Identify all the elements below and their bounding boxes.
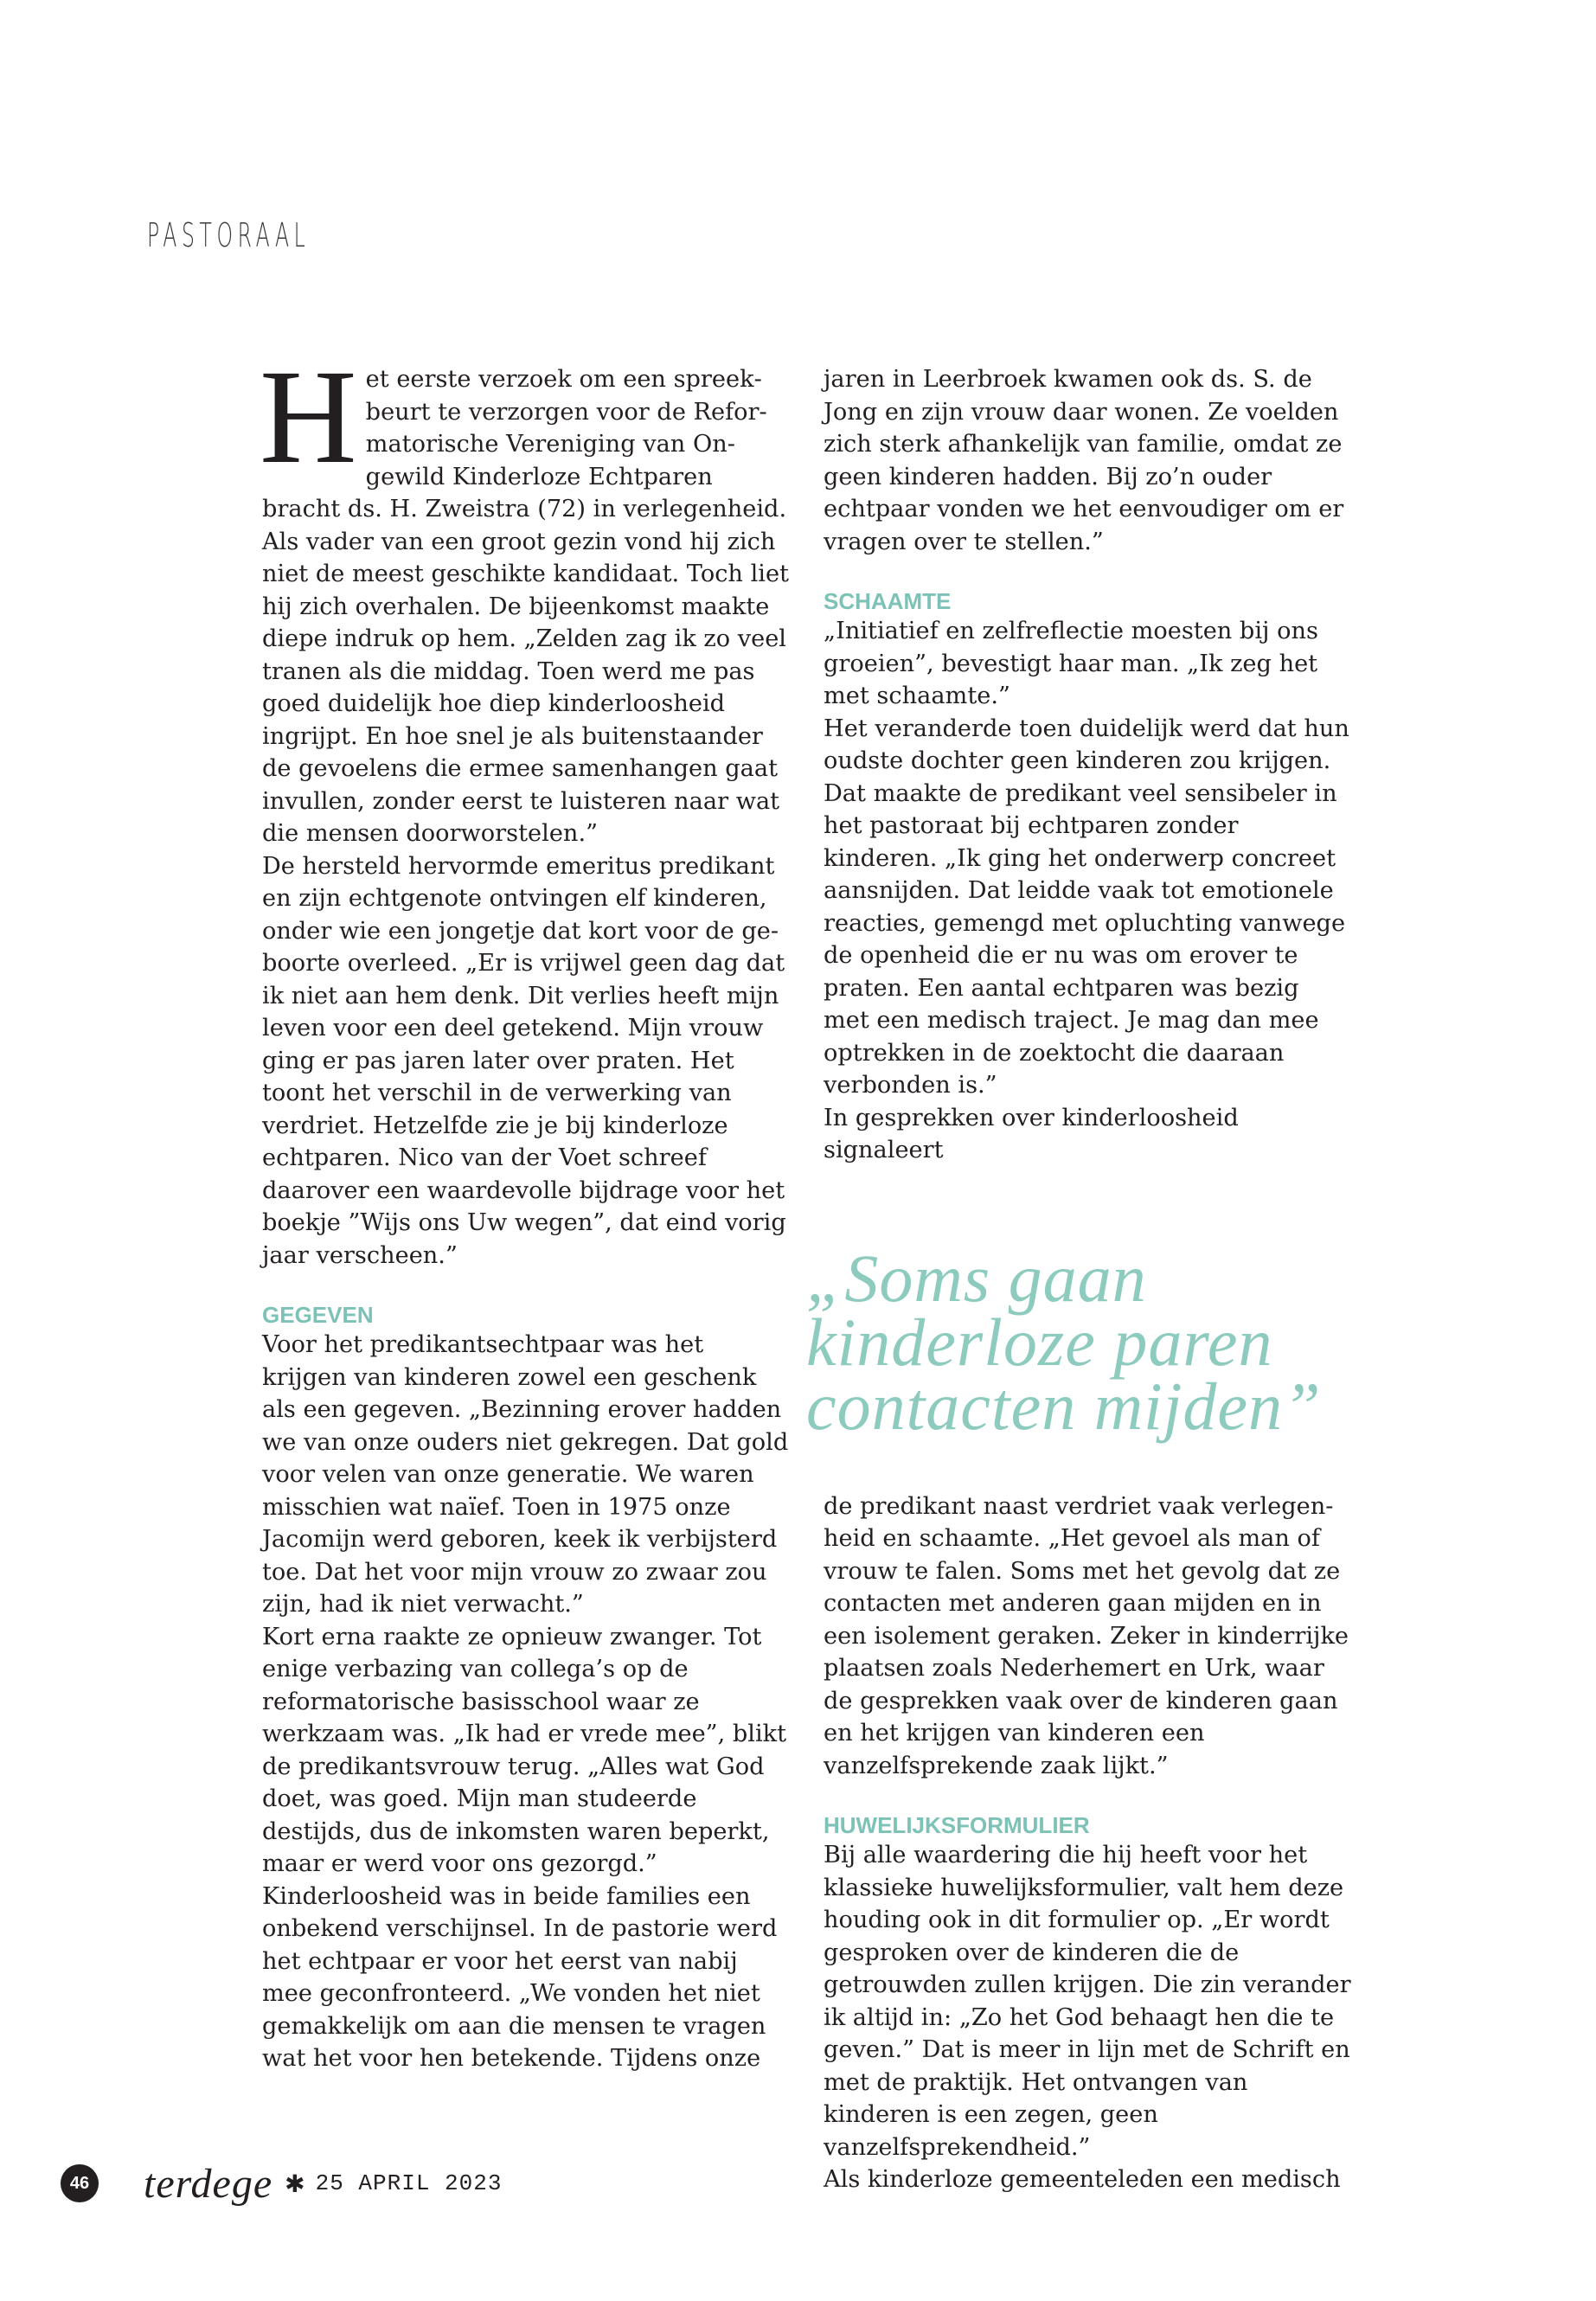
asterisk-icon: ✱ xyxy=(285,2169,305,2198)
page-footer xyxy=(61,2159,502,2208)
paragraph: Bij alle waardering die hij heeft voor het klassieke huwelijksformulier, valt hem deze houding ook in dit formulier op. „Er wordt gesproken over de kinderen die de getrouwden zullen krijgen. Die zin verander ik altijd in: „Zo het God behaagt hen die te geven.” Dat is meer in lijn met de Schrift en met de praktijk. Het ontvangen van kinderen is een zegen, geen vanzelfsprekendheid.” xyxy=(824,1842,1351,2161)
subheading-huwelijksformulier: HUWELIJKSFORMULIER xyxy=(824,1812,1090,1838)
intro-paragraph xyxy=(260,342,790,850)
paragraph: de predikant naast verdriet vaak verlegenheid en schaamte. „Het gevoel als man of vrouw te falen. Soms met het gevolg dat ze contacten met anderen gaan mijden en in een isolement geraken. Zeker in kinderrijke plaatsen zoals Nederhemert en Urk, waar de gesprekken vaak over de kinderen gaan en het krijgen van kinderen een vanzelfsprekende zaak lijkt.” xyxy=(824,1492,1349,1779)
paragraph: In gesprekken over kinderloosheid signaleert xyxy=(824,1104,1239,1163)
left-column xyxy=(260,342,790,2075)
intro-text: et eerste verzoek om een spreekbeurt te verzorgen voor de Reformatorische Vereniging van Ongewild Kinderloze Echtparen bracht ds. H. Zweistra (72) in verlegenheid. Als vader van een groot gezin vond hij zich niet de meest geschikte kandidaat. Toch liet hij zich overhalen. De bijeenkomst maakte diepe indruk op hem. „Zelden zag ik zo veel tranen als die middag. Toen werd me pas goed duidelijk hoe diep kinderloosheid ingrijpt. En hoe snel je als buitenstaander de gevoelens die ermee samenhangen gaat invullen, zonder eerst te luisteren naar wat die mensen doorworstelen.” xyxy=(262,366,789,847)
issue-date: 25 APRIL 2023 xyxy=(315,2170,503,2196)
paragraph: Voor het predikantsechtpaar was het krijgen van kinderen zowel een geschenk als een gegeven. „Bezinning erover hadden we van onze ouders niet gekregen. Dat gold voor velen van onze generatie. We waren misschien wat naïef. Toen in 1975 onze Jacomijn werd geboren, keek ik verbijsterd toe. Dat het voor mijn vrouw zo zwaar zou zijn, had ik niet verwacht.” xyxy=(262,1331,789,1618)
right-column xyxy=(806,363,1351,2196)
drop-cap: H xyxy=(260,342,357,491)
paragraph: Kinderloosheid was in beide families een onbekend verschijnsel. In de pastorie werd het echtpaar er voor het eerst van nabij mee geconfronteerd. „We vonden het niet gemakkelijk om aan die mensen te vragen wat het voor hen betekende. Tijdens onze xyxy=(262,1882,778,2072)
section-label: PASTORAAL xyxy=(147,216,311,254)
paragraph: Het veranderde toen duidelijk werd dat hun oudste dochter geen kinderen zou krijgen. Dat maakte de predikant veel sensibeler in het pastoraat bij echtparen zonder kinderen. „Ik ging het onderwerp concreet aansnijden. Dat leidde vaak tot emotionele reacties, gemengd met opluchting vanwege de openheid die er nu was om erover te praten. Een aantal echtparen was bezig met een medisch traject. Je mag dan mee optrekken in de zoektocht die daaraan verbonden is.” xyxy=(824,715,1349,1099)
subheading-schaamte: SCHAAMTE xyxy=(824,588,952,614)
paragraph: Als kinderloze gemeenteleden een medisch xyxy=(824,2166,1341,2193)
paragraph: De hersteld hervormde emeritus predikant en zijn echtgenote ontvingen elf kinderen, onder wie een jongetje dat kort voor de geboorte overleed. „Er is vrijwel geen dag dat ik niet aan hem denk. Dit verlies heeft mijn leven voor een deel getekend. Mijn vrouw ging er pas jaren later over praten. Het toont het verschil in de verwerking van verdriet. Hetzelfde zie je bij kinderloze echtparen. Nico van der Voet schreef daarover een waardevolle bijdrage voor het boekje ”Wijs ons Uw wegen”, dat eind vorig jaar verscheen.” xyxy=(262,852,786,1269)
magazine-logo: terdege xyxy=(144,2160,273,2207)
subheading-gegeven: GEGEVEN xyxy=(262,1302,374,1328)
pull-quote: „Soms gaan kinderloze paren contacten mijden” xyxy=(806,1240,1322,1444)
paragraph: „Initiatief en zelfreflectie moesten bij ons groeien”, bevestigt haar man. „Ik zeg het met schaamte.” xyxy=(824,618,1318,709)
page-number: 46 xyxy=(61,2164,99,2202)
paragraph: Kort erna raakte ze opnieuw zwanger. Tot enige verbazing van collega’s op de reformatorische basisschool waar ze werkzaam was. „Ik had er vrede mee”, blikt de predikantsvrouw terug. „Alles wat God doet, was goed. Mijn man studeerde destijds, dus de inkomsten waren beperkt, maar er werd voor ons gezorgd.” xyxy=(262,1623,787,1877)
paragraph: jaren in Leerbroek kwamen ook ds. S. de Jong en zijn vrouw daar wonen. Ze voelden zich sterk afhankelijk van familie, omdat ze geen kinderen hadden. Bij zo’n ouder echtpaar vonden we het eenvoudiger om er vragen over te stellen.” xyxy=(824,366,1344,555)
